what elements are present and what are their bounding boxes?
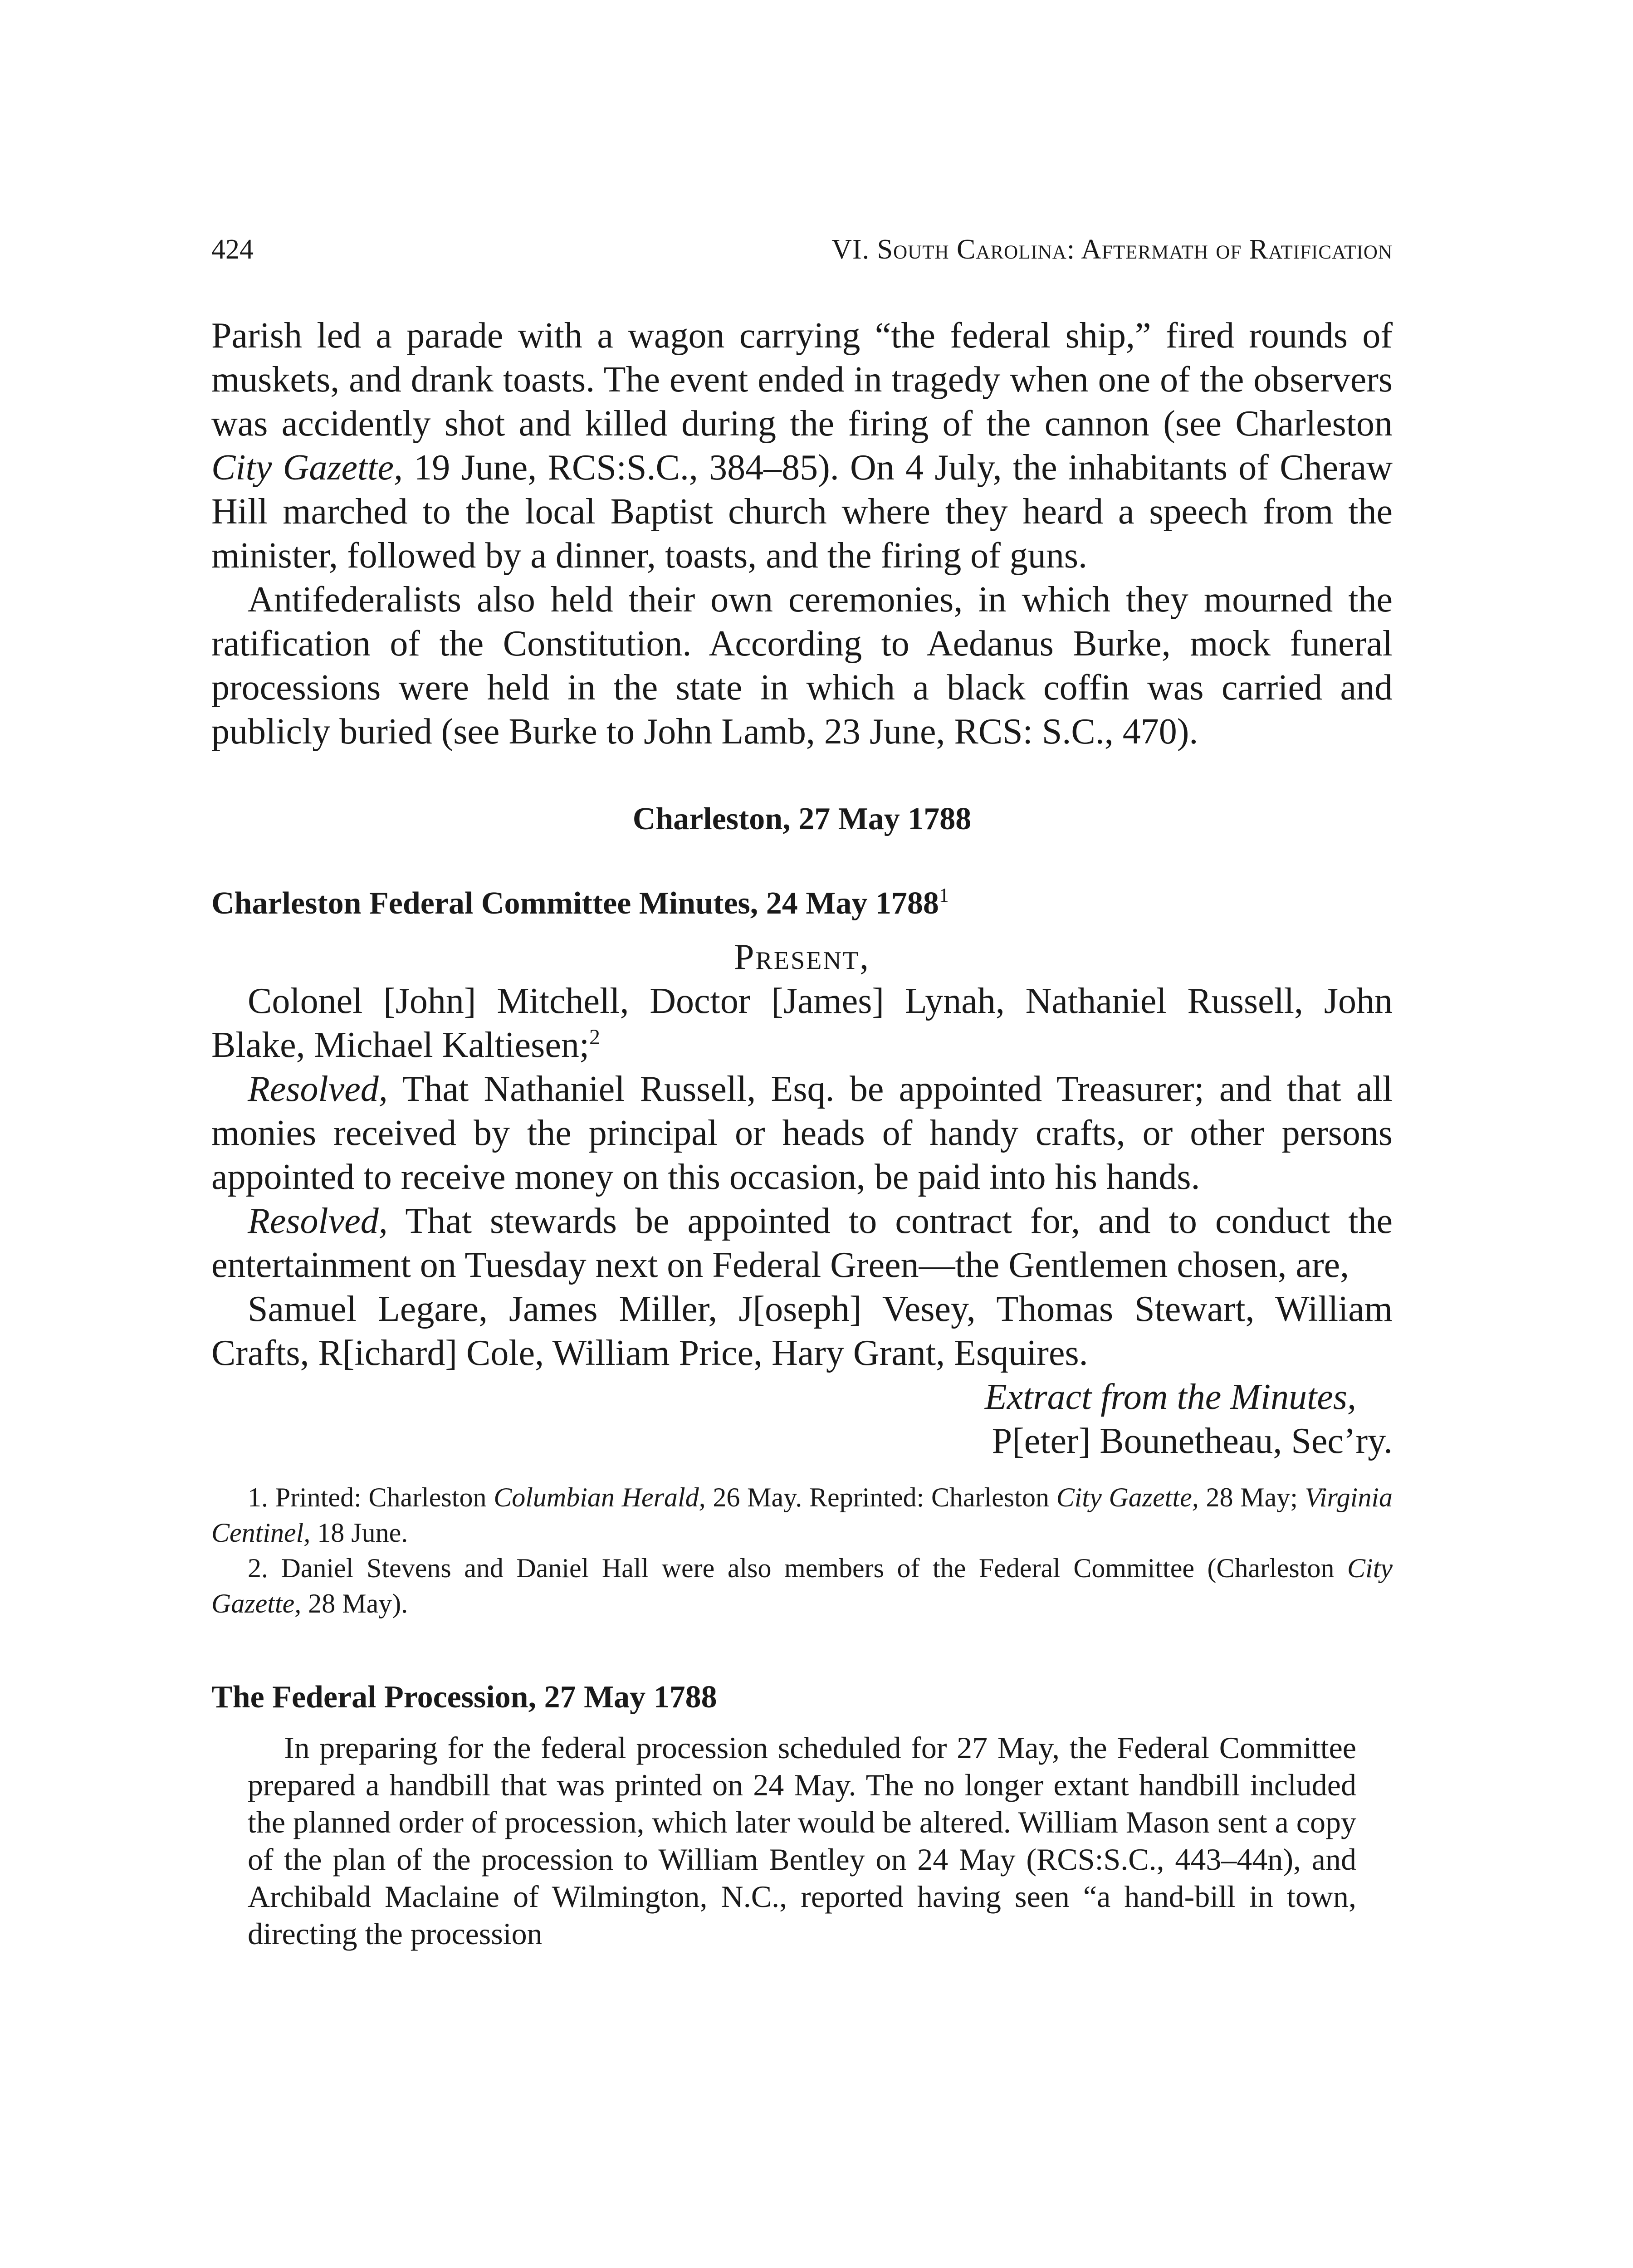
newspaper-title: City Gazette, <box>211 1553 1393 1618</box>
footnote-text: 28 May). <box>301 1589 408 1618</box>
heading-federal-procession: The Federal Procession, 27 May 1788 <box>211 1680 717 1715</box>
footnote-text: 26 May. Reprinted: Charleston <box>705 1482 1056 1512</box>
resolution-text: That stewards be appointed to contract for, and to conduct the entertainment on Tuesday next on Federal Green—the Gentlemen chosen, are, <box>211 1201 1393 1285</box>
footnote-text: 1. Printed: Charleston <box>248 1482 494 1512</box>
newspaper-title: City Gazette, <box>1056 1482 1199 1512</box>
newspaper-title: Virginia Centinel, <box>211 1482 1393 1548</box>
attendees-text: Colonel [John] Mitchell, Doctor [James] Lynah, Nathaniel Russell, John Blake, Michael Kaltiesen; <box>211 981 1393 1065</box>
footnote-ref: 1 <box>939 884 949 906</box>
secretary-signature: P[eter] Bounetheau, Sec’ry. <box>992 1421 1393 1461</box>
section-gap <box>211 1621 1393 1676</box>
stewards-list: Samuel Legare, James Miller, J[oseph] Vesey, Thomas Stewart, William Crafts, R[ichard] Cole, William Price, Hary Grant, Esquires. <box>211 1289 1393 1373</box>
footnote-text: 2. Daniel Stevens and Daniel Hall were also members of the Federal Committee (Charleston <box>248 1553 1347 1583</box>
footnote-ref: 2 <box>589 1025 601 1049</box>
paragraph-continued <box>211 314 1393 578</box>
paragraph-antifederalists: Antifederalists also held their own ceremonies, in which they mourned the ratification of the Constitution. According to Aedanus Burke, mock funeral processions were held in the state in which a black coffin was carried and publicly buried (see Burke to John Lamb, 23 June, RCS: S.C., 470). <box>211 580 1393 752</box>
procession-intro-text: In preparing for the federal procession scheduled for 27 May, the Federal Committee prepared a handbill that was printed on 24 May. The no longer extant handbill included the planned order of procession, which later would be altered. William Mason sent a copy of the plan of the procession to William Bentley on 24 May (RCS:S.C., 443–44n), and Archibald Maclaine of Wilmington, N.C., reported having seen “a hand-bill in town, directing the procession <box>248 1730 1356 1951</box>
paragraph-text: 19 June, RCS:S.C., 384–85). On 4 July, the inhabitants of Cheraw Hill marched to the local Baptist church where they heard a speech from the minister, followed by a dinner, toasts, and the firing of guns. <box>211 448 1393 576</box>
footnote-1 <box>211 1480 1393 1550</box>
resolution-treasurer <box>211 1067 1393 1199</box>
page-content <box>211 314 1393 1952</box>
resolution-stewards <box>211 1199 1393 1287</box>
heading-committee-minutes <box>211 882 1393 925</box>
footnote-text: 28 May; <box>1198 1482 1305 1512</box>
resolution-text: That Nathaniel Russell, Esq. be appointed Treasurer; and that all monies received by the principal or heads of handy crafts, or other persons appointed to receive money on this occasion, be paid into his hands. <box>211 1069 1393 1197</box>
heading-charleston: Charleston, 27 May 1788 <box>632 802 972 836</box>
resolved-label: Resolved, <box>248 1201 388 1241</box>
heading-text: Charleston Federal Committee Minutes, 24 May 1788 <box>211 886 939 921</box>
resolved-label: Resolved, <box>248 1069 388 1109</box>
page-number: 424 <box>211 234 254 265</box>
newspaper-title: Columbian Herald, <box>494 1482 706 1512</box>
footnotes <box>211 1480 1393 1621</box>
running-title: VI. South Carolina: Aftermath of Ratification <box>831 234 1393 265</box>
newspaper-title: City Gazette, <box>211 448 403 488</box>
attendees-list <box>211 979 1393 1067</box>
present-label: Present, <box>733 937 870 977</box>
paragraph-text: Parish led a parade with a wagon carrying “the federal ship,” fired rounds of muskets, and drank toasts. The event ended in tragedy when one of the observers was accidently shot and killed during the firing of the cannon (see Charleston <box>211 316 1393 444</box>
procession-intro <box>211 1729 1393 1952</box>
footnote-2 <box>211 1550 1393 1621</box>
running-head <box>211 229 1393 270</box>
extract-line <box>211 1375 1393 1419</box>
footnote-text: 18 June. <box>310 1518 408 1548</box>
extract-text: Extract from the Minutes, <box>984 1377 1356 1417</box>
